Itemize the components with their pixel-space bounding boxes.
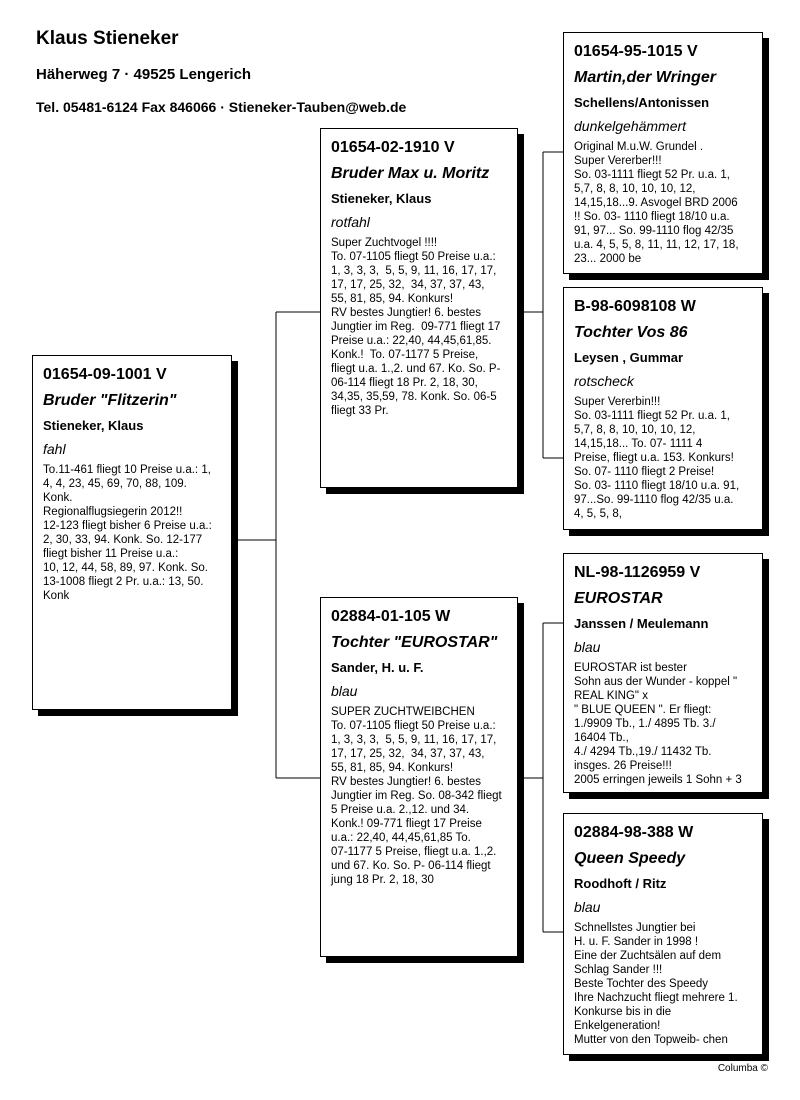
pigeon-name: Martin,der Wringer — [574, 69, 716, 86]
subject-card — [32, 355, 232, 710]
breeder: Stieneker, Klaus — [331, 191, 432, 206]
breeder: Leysen , Gummar — [574, 350, 684, 365]
owner-name: Klaus Stieneker — [36, 28, 179, 49]
pigeon-color: rotscheck — [574, 373, 634, 389]
ring-number: 02884-98-388 W — [574, 824, 694, 841]
pigeon-name: Queen Speedy — [574, 850, 686, 867]
performance-notes: EUROSTAR ist bester Sohn aus der Wunder - koppel " REAL KING" x " BLUE QUEEN ". Er fliegt: 1./9909 Tb., 1./ 4895 Tb. 3./ 16404 Tb., 4./ 4294 Tb.,19./ 11432 Tb. insges. 26 Preise!!! 2005 erringen jeweils 1 Sohn + 3 — [574, 662, 742, 786]
grandsire-maternal-card — [563, 553, 763, 793]
copyright-footer: Columba © — [717, 1063, 768, 1074]
performance-notes: To.11-461 fliegt 10 Preise u.a.: 1, 4, 4, 23, 45, 69, 70, 88, 109. Konk. Regionalflugsiegerin 2012!! 12-123 fliegt bisher 6 Preise u.a.: 2, 30, 33, 94. Konk. So. 12-177 fliegt bisher 11 Preise u.a.: 10, 12, 44, 58, 89, 97. Konk. So. 13-1008 fliegt 2 Pr. u.a.: 13, 50. Konk — [43, 464, 212, 602]
ring-number: 02884-01-105 W — [331, 608, 451, 625]
grandsire-paternal-card — [563, 32, 763, 274]
granddam-maternal-card — [563, 813, 763, 1055]
pigeon-color: dunkelgehämmert — [574, 118, 687, 134]
mother-card — [320, 597, 518, 957]
pigeon-color: rotfahl — [331, 214, 370, 230]
pigeon-color: blau — [331, 683, 358, 699]
performance-notes: SUPER ZUCHTWEIBCHEN To. 07-1105 fliegt 50 Preise u.a.: 1, 3, 3, 3, 5, 5, 9, 11, 16, 17, 17, 17, 17, 25, 32, 34, 37, 37, 43, 55, 81, 85, 94. Konkurs! RV bestes Jungtier! 6. bestes Jungtier im Reg. So. 08-342 fliegt 5 Preise u.a. 2.,12. und 34. Konk.! 09-771 fliegt 17 Preise u.a.: 22,40, 44,45,61,85 To. 07-1177 5 Preise, fliegt u.a. 1.,2. und 67. Ko. So. P- 06-114 fliegt jung 18 Pr. 2, 18, 30 — [331, 706, 502, 886]
ring-number: 01654-09-1001 V — [43, 366, 167, 383]
breeder: Stieneker, Klaus — [43, 418, 144, 433]
pigeon-name: Bruder "Flitzerin" — [43, 392, 177, 409]
pigeon-color: blau — [574, 899, 601, 915]
ring-number: B-98-6098108 W — [574, 298, 696, 315]
performance-notes: Schnellstes Jungtier bei H. u. F. Sander in 1998 ! Eine der Zuchtsälen auf dem Schlag Sander !!! Beste Tochter des Speedy Ihre Nachzucht fliegt mehrere 1. Konkurse bis in die Enkelgeneration! Mutter von den Topweib- chen — [574, 922, 738, 1046]
ring-number: 01654-02-1910 V — [331, 139, 455, 156]
pigeon-name: EUROSTAR — [574, 590, 663, 607]
performance-notes: Super Vererbin!!! So. 03-1111 fliegt 52 Pr. u.a. 1, 5,7, 8, 8, 10, 10, 10, 12, 14,15,18... To. 07- 1111 4 Preise, fliegt u.a. 153. Konkurs! So. 07- 1110 fliegt 2 Preise! So. 03- 1110 fliegt 18/10 u.a. 91, 97...So. 99-1110 flog 42/35 u.a. 4, 5, 5, 8, — [574, 396, 740, 520]
owner-address: Häherweg 7 · 49525 Lengerich — [36, 66, 252, 83]
ring-number: NL-98-1126959 V — [574, 564, 701, 581]
granddam-paternal-card — [563, 287, 763, 530]
pigeon-name: Bruder Max u. Moritz — [331, 165, 490, 182]
breeder: Roodhoft / Ritz — [574, 876, 667, 891]
breeder: Schellens/Antonissen — [574, 95, 710, 110]
pigeon-name: Tochter Vos 86 — [574, 324, 688, 341]
breeder: Janssen / Meulemann — [574, 616, 709, 631]
pigeon-color: blau — [574, 639, 601, 655]
pigeon-color: fahl — [43, 441, 66, 457]
pigeon-name: Tochter "EUROSTAR" — [331, 634, 498, 651]
breeder: Sander, H. u. F. — [331, 660, 424, 675]
owner-contact: Tel. 05481-6124 Fax 846066 · Stieneker-Tauben@web.de — [36, 99, 407, 115]
performance-notes: Super Zuchtvogel !!!! To. 07-1105 fliegt 50 Preise u.a.: 1, 3, 3, 3, 5, 5, 9, 11, 16, 17, 17, 17, 17, 25, 32, 34, 37, 37, 43, 55, 81, 85, 94. Konkurs! RV bestes Jungtier! 6. bestes Jungtier im Reg. 09-771 fliegt 17 Preise u.a.: 22,40, 44,45,61,85. Konk.! To. 07-1177 5 Preise, fliegt u.a. 1.,2. und 67. Ko. So. P- 06-114 fliegt 18 Pr. 2, 18, 30, 34,35, 35,59, 78. Konk. So. 06-5 fliegt 33 Pr. — [331, 237, 501, 417]
father-card — [320, 128, 518, 488]
performance-notes: Original M.u.W. Grundel . Super Vererber!!! So. 03-1111 fliegt 52 Pr. u.a. 1, 5,7, 8, 8, 10, 10, 10, 12, 14,15,18...9. Asvogel BRD 2006 !! So. 03- 1110 fliegt 18/10 u.a. 91, 97... So. 99-1110 flog 42/35 u.a. 4, 5, 5, 8, 11, 11, 12, 17, 18, 23... 2000 be — [574, 141, 739, 265]
ring-number: 01654-95-1015 V — [574, 43, 698, 60]
